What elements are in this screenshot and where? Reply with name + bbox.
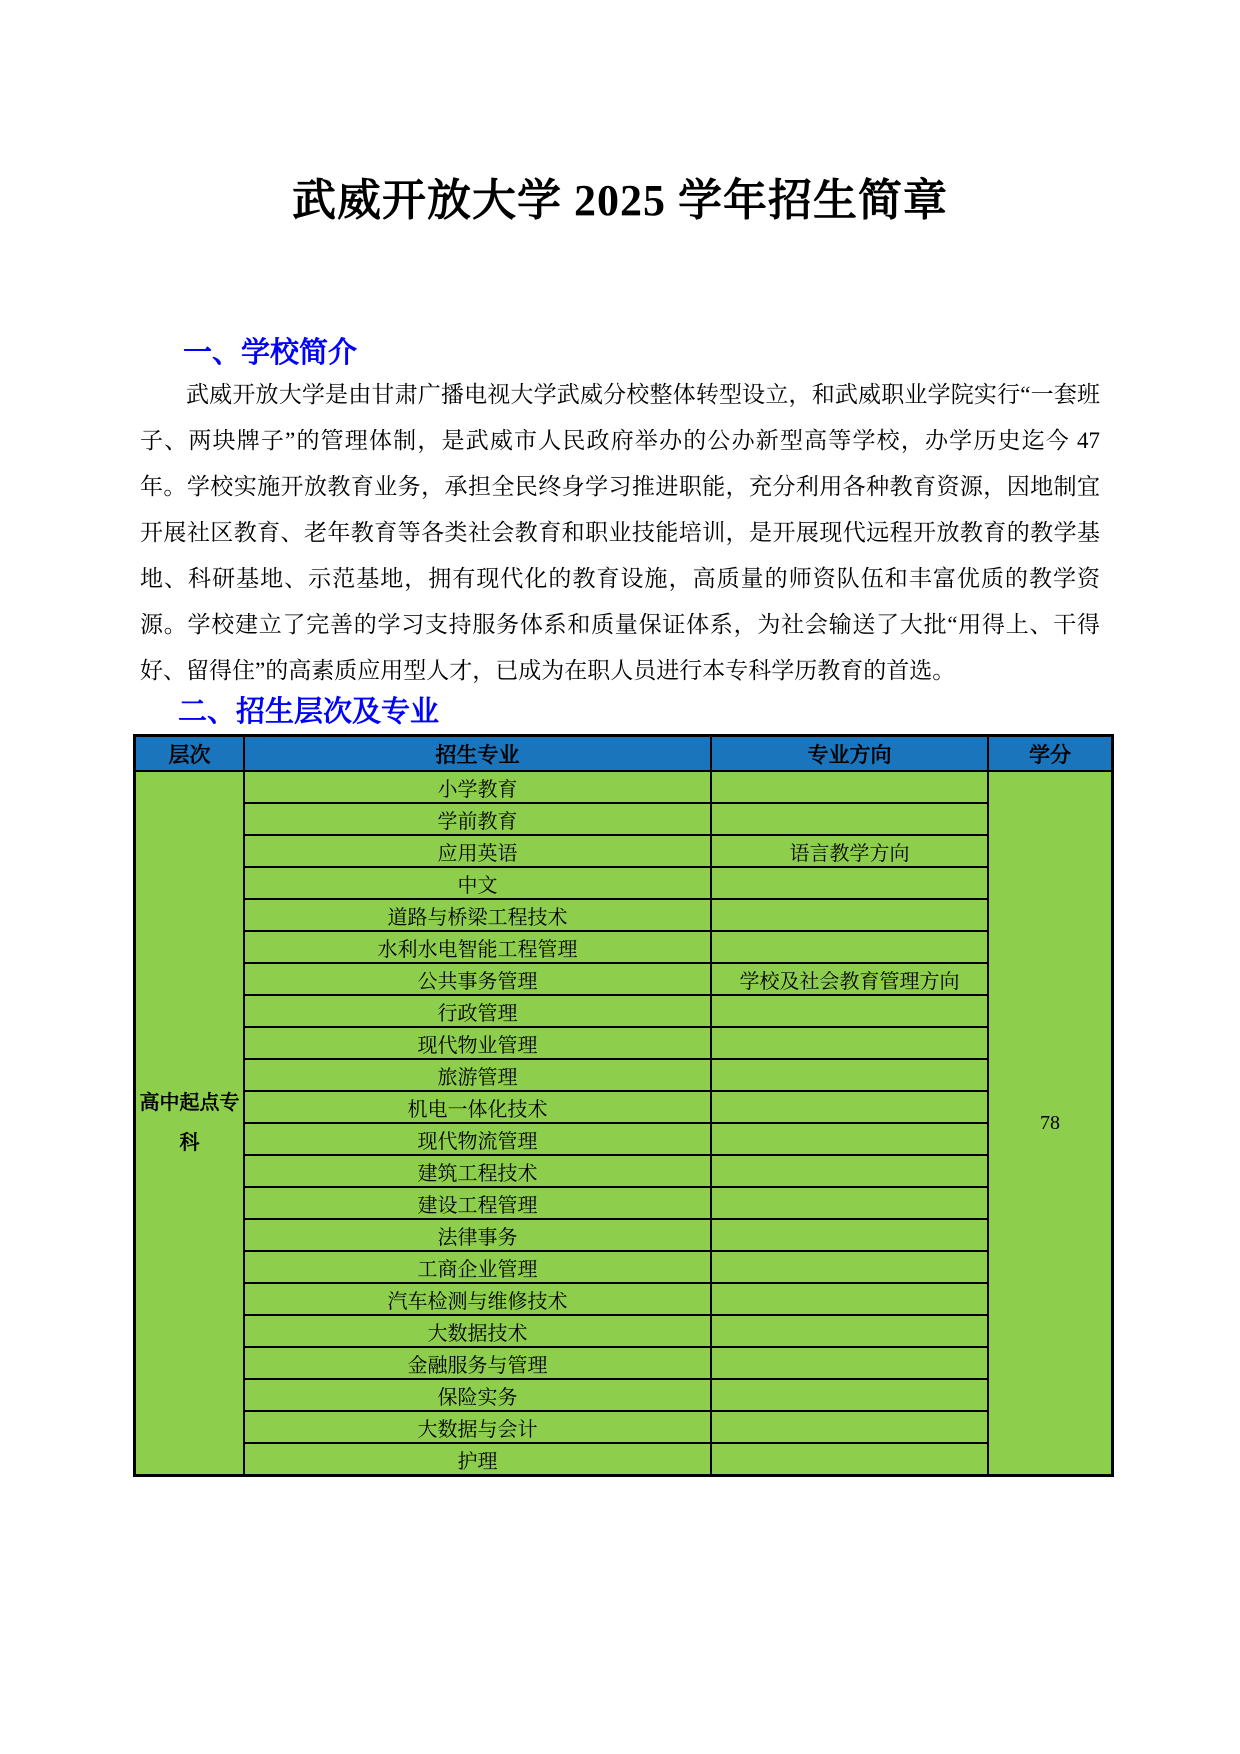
direction-cell xyxy=(711,1059,988,1091)
table-row xyxy=(135,1251,1113,1283)
major-cell: 小学教育 xyxy=(244,771,711,803)
major-cell: 现代物流管理 xyxy=(244,1123,711,1155)
major-cell: 法律事务 xyxy=(244,1219,711,1251)
table-row xyxy=(135,995,1113,1027)
major-cell: 机电一体化技术 xyxy=(244,1091,711,1123)
table-row xyxy=(135,1155,1113,1187)
table-row xyxy=(135,1219,1113,1251)
direction-cell xyxy=(711,1379,988,1411)
table-row xyxy=(135,899,1113,931)
table-row xyxy=(135,1411,1113,1443)
direction-cell xyxy=(711,1123,988,1155)
direction-cell xyxy=(711,1283,988,1315)
major-cell: 建筑工程技术 xyxy=(244,1155,711,1187)
intro-paragraph: 武威开放大学是由甘肃广播电视大学武威分校整体转型设立，和武威职业学院实行“一套班子、两块牌子”的管理体制，是武威市人民政府举办的公办新型高等学校，办学历史迄今 47 年。学校实施开放教育业务，承担全民终身学习推进职能，充分利用各种教育资源，因地制宜开展社区教育、老年教育等各类社会教育和职业技能培训，是开展现代远程开放教育的教学基地、科研基地、示范基地，拥有现代化的教育设施，高质量的师资队伍和丰富优质的教学资源。学校建立了完善的学习支持服务体系和质量保证体系，为社会输送了大批“用得上、干得好、留得住”的高素质应用型人才，已成为在职人员进行本专科学历教育的首选。 xyxy=(140,382,1100,683)
major-cell: 道路与桥梁工程技术 xyxy=(244,899,711,931)
table-row xyxy=(135,1091,1113,1123)
column-header-direction: 专业方向 xyxy=(711,736,988,772)
direction-cell xyxy=(711,867,988,899)
table-row xyxy=(135,1315,1113,1347)
table-row xyxy=(135,1027,1113,1059)
major-cell: 护理 xyxy=(244,1443,711,1476)
credits-cell: 78 xyxy=(988,771,1113,1476)
major-cell: 应用英语 xyxy=(244,835,711,867)
direction-cell xyxy=(711,1411,988,1443)
column-header-credits: 学分 xyxy=(988,736,1113,772)
column-header-major: 招生专业 xyxy=(244,736,711,772)
direction-cell xyxy=(711,1315,988,1347)
table-row xyxy=(135,1059,1113,1091)
table-row xyxy=(135,1187,1113,1219)
major-cell: 建设工程管理 xyxy=(244,1187,711,1219)
column-header-level: 层次 xyxy=(135,736,245,772)
table-row xyxy=(135,835,1113,867)
direction-cell xyxy=(711,1219,988,1251)
programs-table xyxy=(133,734,1114,1477)
direction-cell xyxy=(711,995,988,1027)
table-row xyxy=(135,1123,1113,1155)
major-cell: 金融服务与管理 xyxy=(244,1347,711,1379)
table-row xyxy=(135,1379,1113,1411)
major-cell: 汽车检测与维修技术 xyxy=(244,1283,711,1315)
direction-cell xyxy=(711,1187,988,1219)
major-cell: 保险实务 xyxy=(244,1379,711,1411)
table-row xyxy=(135,1443,1113,1476)
direction-cell xyxy=(711,803,988,835)
major-cell: 水利水电智能工程管理 xyxy=(244,931,711,963)
direction-cell xyxy=(711,1091,988,1123)
direction-cell xyxy=(711,899,988,931)
table-row xyxy=(135,1347,1113,1379)
document-title: 武威开放大学 2025 学年招生简章 xyxy=(292,176,948,225)
direction-cell: 语言教学方向 xyxy=(711,835,988,867)
direction-cell xyxy=(711,1155,988,1187)
major-cell: 旅游管理 xyxy=(244,1059,711,1091)
direction-cell xyxy=(711,931,988,963)
major-cell: 大数据技术 xyxy=(244,1315,711,1347)
major-cell: 工商企业管理 xyxy=(244,1251,711,1283)
direction-cell xyxy=(711,1251,988,1283)
section-intro-heading: 一、学校简介 xyxy=(183,337,358,369)
table-header-row xyxy=(135,736,1113,772)
table-row xyxy=(135,803,1113,835)
major-cell: 学前教育 xyxy=(244,803,711,835)
level-cell: 高中起点专科 xyxy=(135,771,245,1476)
table-row xyxy=(135,963,1113,995)
table-row xyxy=(135,867,1113,899)
major-cell: 中文 xyxy=(244,867,711,899)
major-cell: 行政管理 xyxy=(244,995,711,1027)
major-cell: 大数据与会计 xyxy=(244,1411,711,1443)
direction-cell xyxy=(711,1347,988,1379)
direction-cell xyxy=(711,1027,988,1059)
direction-cell xyxy=(711,1443,988,1476)
table-row xyxy=(135,1283,1113,1315)
section-programs-heading: 二、招生层次及专业 xyxy=(178,696,440,728)
table-row xyxy=(135,771,1113,803)
major-cell: 现代物业管理 xyxy=(244,1027,711,1059)
table-row xyxy=(135,931,1113,963)
direction-cell xyxy=(711,771,988,803)
major-cell: 公共事务管理 xyxy=(244,963,711,995)
programs-table-head xyxy=(135,736,1113,772)
direction-cell: 学校及社会教育管理方向 xyxy=(711,963,988,995)
programs-table-body xyxy=(135,771,1113,1476)
